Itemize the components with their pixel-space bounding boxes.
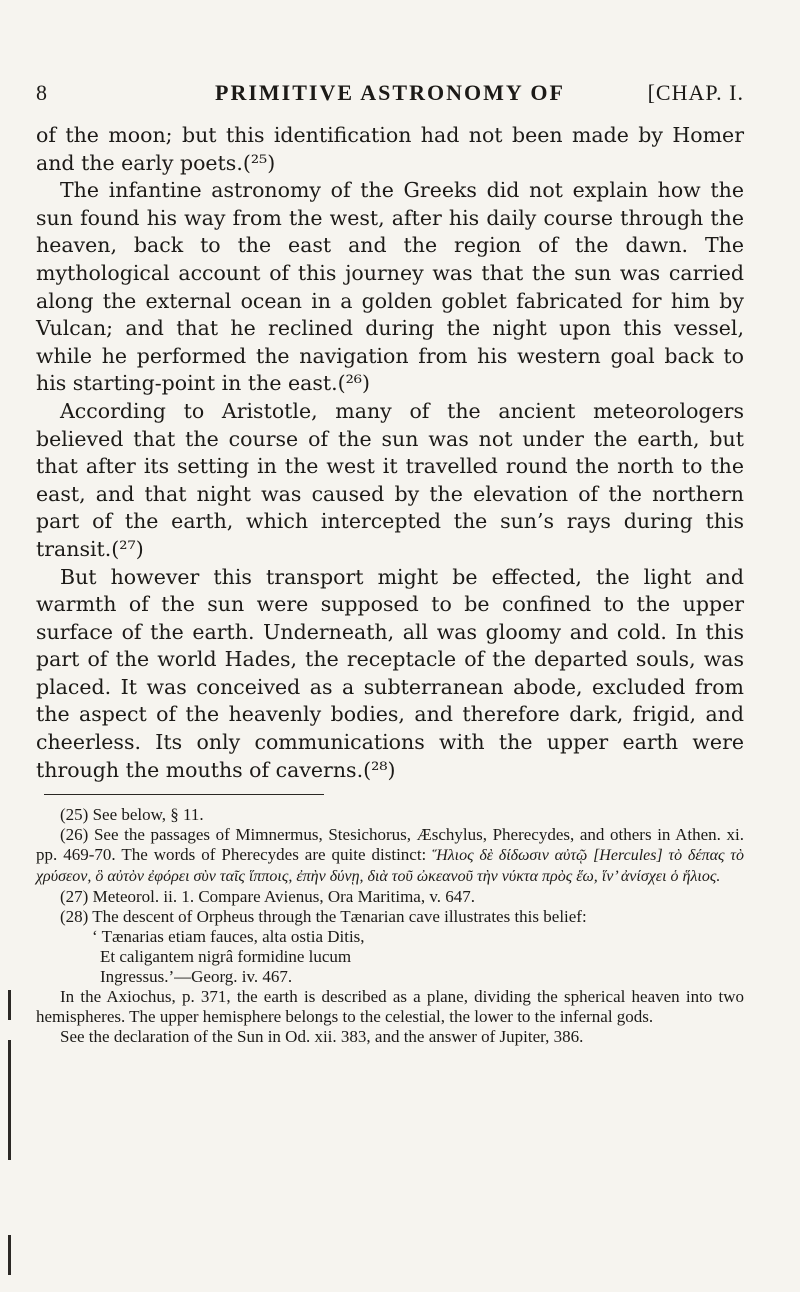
footnote-declaration: See the declaration of the Sun in Od. xii. 383, and the answer of Jupiter, 386. — [60, 1027, 584, 1047]
verse-line: Et caligantem nigrâ formidine lucum — [100, 947, 352, 967]
paragraph: According to Aristotle, many of the ancient meteorologers believed that the course of the sun was not under the earth, but that after its setting in the west it travelled round the north to the east, and that night was caused by the elevation of the northern part of the earth, which intercepted the sun’s rays during this transit.(²⁷) — [36, 398, 744, 561]
page-number: 8 — [36, 80, 48, 105]
paragraph: of the moon; but this identification had not been made by Homer and the early poets.(²⁵) — [36, 123, 744, 175]
margin-mark — [8, 1040, 11, 1160]
footnote-axiochus: In the Axiochus, p. 371, the earth is described as a plane, dividing the spherical heaven into two hemispheres. The upper hemisphere belongs to the celestial, the lower to the infernal gods. — [36, 987, 744, 1027]
paragraph: But however this transport might be effected, the light and warmth of the sun were supposed to be confined to the upper surface of the earth. Underneath, all was gloomy and cold. In this part of the world Hades, the receptacle of the departed souls, was placed. It was conceived as a subterranean abode, excluded from the aspect of the heavenly bodies, and therefore dark, frigid, and cheerless. Its only communications with the upper earth were through the mouths of caverns.(²⁸) — [36, 564, 744, 782]
greek-quotation: Ἥλιος δὲ δίδωσιν αὐτῷ [Hercules] τὸ δέπας τὸ χρύσεον, ὃ αὐτὸν ἐφόρει σὺν ταῖς ἵπποις, ἐπὴν δύνῃ, διὰ τοῦ ὠκεανοῦ τὴν νύκτα πρὸς ἕω, ἵν’ ἀνίσχει ὁ ἥλιος. — [36, 847, 744, 886]
paragraph: The infantine astronomy of the Greeks did not explain how the sun found his way from the west, after his daily course through the heaven, back to the east and the region of the dawn. The mythological account of this journey was that the sun was carried along the external ocean in a golden goblet fabricated for him by Vulcan; and that he reclined during the night upon this vessel, while he performed the navigation from his western goal back to his starting-point in the east.(²⁶) — [36, 178, 744, 396]
footnote-28: (28) The descent of Orpheus through the Tænarian cave illustrates this belief: — [60, 907, 587, 927]
main-text — [36, 122, 744, 784]
footnote-26-text: (26) See the passages of Mimnermus, Stesichorus, Æschylus, Pherecydes, and others in Athen. xi. pp. 469-70. The words of Pherecydes are quite distinct: — [36, 825, 744, 865]
verse-line: ‘ Tænarias etiam fauces, alta ostia Ditis, — [92, 927, 365, 947]
running-head — [36, 80, 744, 110]
footnotes — [36, 805, 744, 1047]
footnote-25: (25) See below, § 11. — [60, 805, 204, 825]
footnote-27: (27) Meteorol. ii. 1. Compare Avienus, Ora Maritima, v. 647. — [60, 887, 475, 907]
chapter-label: [CHAP. I. — [647, 80, 744, 105]
book-page — [36, 80, 744, 1047]
running-title: PRIMITIVE ASTRONOMY OF — [215, 80, 565, 105]
margin-mark — [8, 990, 11, 1020]
footnote-26 — [36, 825, 744, 887]
verse-line: Ingressus.’—Georg. iv. 467. — [100, 967, 293, 987]
footnote-divider — [44, 794, 324, 795]
margin-mark — [8, 1235, 11, 1275]
